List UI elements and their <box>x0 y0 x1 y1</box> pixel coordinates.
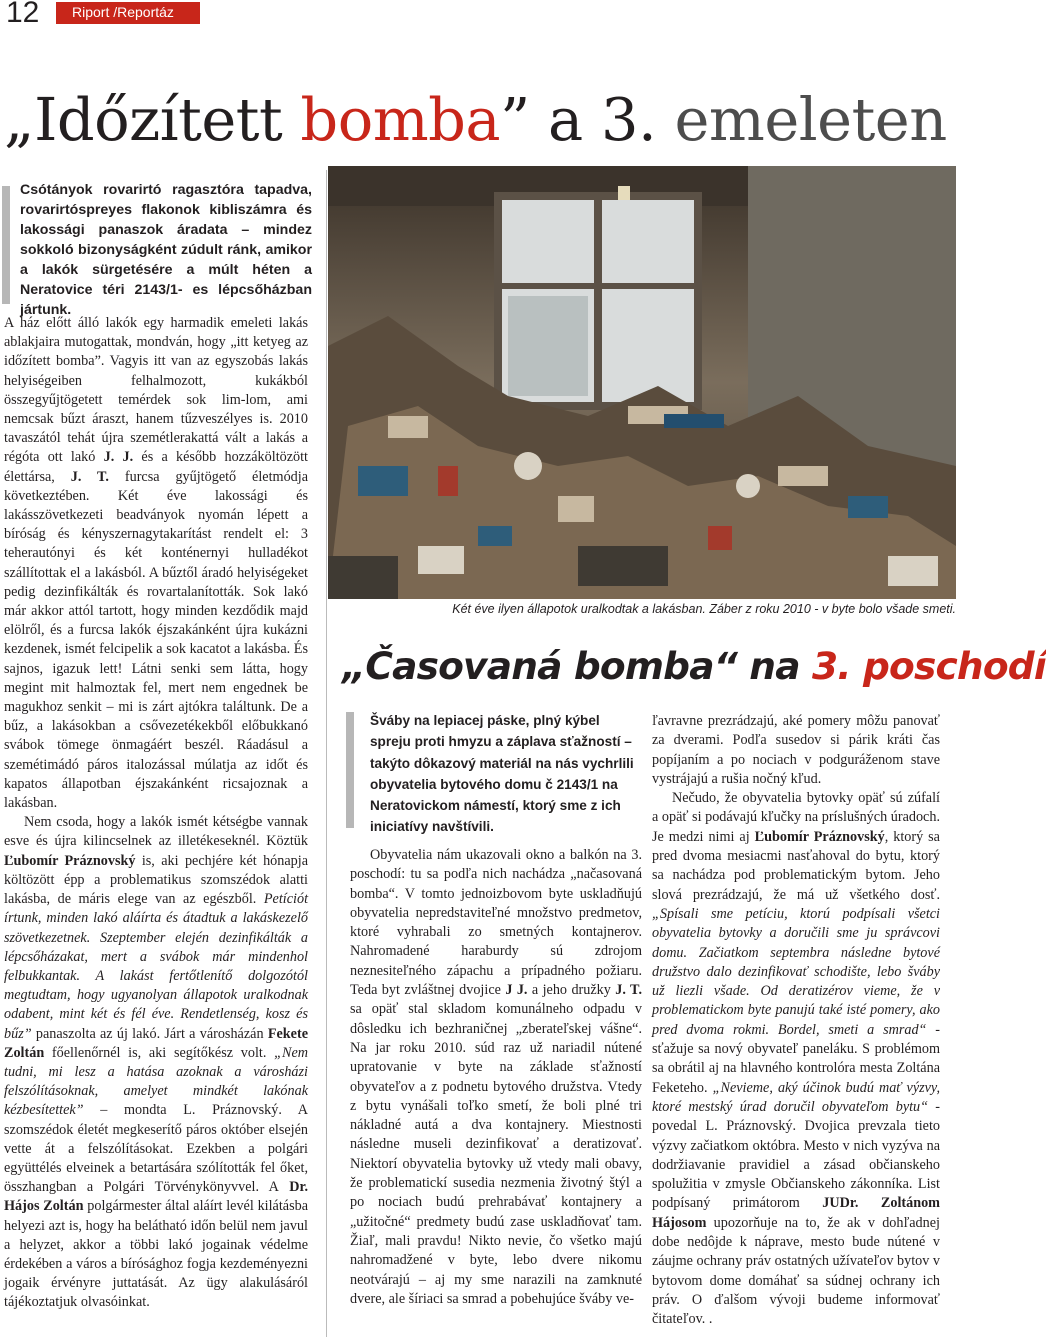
text: Obyvatelia nám ukazovali okno a balkón na 3. poschodí: tu sa podľa nich nachádza „načasovaná bomba“. V tomto jednoizbovom byte uskladňujú obyvatelia nepredstaviteľné množstvo predmetov, ktoré vyhrabali zo smetných kontajnerov. Nahromadené haraburdy sú zdrojom neznesiteľného zápachu a prípadného požiaru. Teda byt zvláštnej dvojice <box>350 847 642 999</box>
text: a jeho družky <box>527 982 611 999</box>
headline-part: emeleten <box>674 85 947 154</box>
person-name: J. T. <box>54 468 109 485</box>
headline-part: „Časovaná bomba“ na <box>342 644 812 688</box>
quote: „Spísali sme petíciu, ktorú podpísali všetci obyvatelia bytovky a doručili sme ju správcovi domu. Začiatkom septembra následne bytové družstvo dalo dezinfikovať schodište, lebo šváby už liezli všade. Od deratizérov vieme, že v problematickom byte panujú také isté pomery, ako pred dvoma rokmi. Bordel, smeti a smrad“ <box>652 905 940 1038</box>
text: főellenőrnél is, aki segítőkész volt. <box>44 1044 267 1061</box>
text: sa opäť stal skladom komunálneho odpadu v dôsledku ich bezhraničnej „zberateľskej vášne“. Na jar roku 2010. súd raz už nariadil nútené upratovanie v byte na základe sťažností obyvateľov a z podnetu bytového družstva. Vtedy z bytu vynášali toľko smetí, že boli plné tri nákladné autá a dva kontajnery. Miestnosti následne museli dezinfikovať a deratizovať. Niektorí obyvatelia bytovky už vtedy mali obavy, že problematickí susedia nezmenia životný štýl a po nociach budú prehrabávať kontajnery a „užitočné“ predmety budú zase uskladňovať tam. Žiaľ, mali pravdu! Nikto nevie, čo všetko majú nahromadžené v byte, lebo dvere nikomu neotvárajú – aj my sme narazili na zamknuté dvere, ale šíriaci sa smrad a pobehujúce šváby ve- <box>350 1001 642 1307</box>
person-name: J. J. <box>95 449 134 466</box>
text: upozorňuje na to, že ak v dohľadnej dobe nedôjde k náprave, mesto bude nútené v záujme ochrany práv ostatných užívateľov bytov v bytovom dome domáhať sa súdnej ochrany ich práv. O ďalšom vývoji budeme informovať čitateľov. . <box>652 1214 940 1328</box>
article-body-slovak-col1 <box>350 846 642 1309</box>
person-name: J J. <box>500 982 528 999</box>
text: panaszolta az új lakó. Járt a városházán <box>31 1025 264 1042</box>
text: – mondta L. Práznovský. A szomszédok életét megkeserítő páros október elsején vette át a felszólításokat. Ezekben a polgári együttélés elveinek a betartására szólították fel őket, összhangban a Polgári Törvénykönyvvel. A <box>4 1102 308 1196</box>
quote: „Nem tudni, mi lesz a hatása azoknak a városházi felszólításoknak, amelyet mindkét lakónak kézbesítettek” <box>4 1044 308 1119</box>
person-name: Ľubomír Práznovský <box>4 852 136 869</box>
text: is, aki pechjére két hónapja költözött épp a problematikus szomszédok alatti lakásba, de máris elege van az egészből. <box>4 852 308 908</box>
person-name: Ľubomír Práznovský <box>749 828 885 845</box>
page-number: 12 <box>6 0 40 29</box>
headline-slovak <box>342 644 1046 688</box>
paragraph <box>652 789 940 1329</box>
lead-hungarian: Csótányok rovarirtó ragasztóra tapadva, rovarirtóspreyes flakonok kibliszámra és lakossági panaszok áradata – mindez sokkoló bizonyságként zúdult ránk, amikor a lakók sürgetésére a múlt héten a Neratovice téri 2143/1- es lépcsőházban jártunk. <box>20 182 312 318</box>
person-name: Dr. Hájos Zoltán <box>4 1179 308 1215</box>
quote: „Nevieme, aký účinok budú mať výzvy, ktoré mestský úrad doručil obyvateľom bytu“ <box>652 1079 940 1115</box>
quote: Petíciót írtunk, minden lakó aláírta és átadtuk a lakáskezelő szövetkezetnek. Szeptember elején dezinfikálták a lépcsőházakat, mert a svábok már mindenhol felbukkantak. A lakást fertőtlenítő dolgozótól megtudtam, hogy ugyanolyan állapotok uralkodnak odabent, mint két és fél éve. Rendetlenség, kosz és bűz” <box>4 891 309 1042</box>
lead-bar <box>2 186 10 304</box>
text: Nem csoda, hogy a lakók ismét kétségbe vannak esve és újra kilincselnek az illetékeseknél. Köztük <box>4 814 308 850</box>
headline-highlight: bomba <box>300 85 501 154</box>
text: polgármester által aláírt levél kilátásba helyezi azt is, hogy ha belátható időn belül nem javul a helyzet, akkor a többi lakó jogainak védelme érdekében a város a bírósághoz fogja kezdeményezni jogaik érvényre juttatását. Az ügy alakulásáról tájékoztatjuk olvasóinkat. <box>4 1198 308 1311</box>
photo-cluttered-room <box>328 166 956 599</box>
text: - sťažuje sa nový obyvateľ paneláku. S problémom sa obrátil aj na hlavného kontrolóra mesta Zoltána Feketeho. <box>652 1021 940 1096</box>
paragraph <box>4 813 308 1312</box>
text: , ktorý sa pred dvoma mesiacmi nasťahoval do bytu, ktorý sa nachádza pod problematickým bytom. Jeho slová prezrádzajú, že má už všetkého dosť. <box>652 828 940 903</box>
text: - povedal L. Práznovský. Dvojica prevzala tieto výzvy začiatkom októbra. Mesto v nich vyzýva na dodržiavanie pravidiel a zásad občianskeho spolužitia v zmysle Občianskeho zákonníka. List podpísaný primátorom <box>652 1098 940 1212</box>
paragraph: ľavravne prezrádzajú, aké pomery môžu panovať za dverami. Podľa susedov si párik kráti čas popíjaním a po nociach v podguráženom stave vystrájajú a rušia nočný kľud. <box>652 713 940 787</box>
article-body-slovak-col2 <box>652 712 940 1330</box>
text: Nečudo, že obyvatelia bytovky opäť sú zúfalí a opäť si podávajú kľučky na príslušných úradoch. Je medzi nimi aj <box>652 790 940 845</box>
headline-part: „Időzített <box>4 85 301 154</box>
paragraph <box>4 314 308 813</box>
headline-part: ” a 3. <box>500 85 675 154</box>
person-name: JUDr. Zoltánom Hájosom <box>652 1195 941 1231</box>
lead-slovak: Šváby na lepiacej páske, plný kýbel spreju proti hmyzu a záplava sťažností – takýto dôkazový materiál na nás vychrlili obyvatelia bytového domu č 2143/1 na Neratovickom námestí, ktorý sme z ich iniciatívy navštívili. <box>370 713 634 835</box>
person-name: Fekete Zoltán <box>4 1025 308 1061</box>
person-name: J. T. <box>610 982 643 999</box>
headline-hungarian <box>4 82 947 158</box>
text: furcsa gyűjtögető életmódja következtében. Két éve lakossági és lakásszövetkezeti beadványok nyomán lépett a bíróság és kényszernagytakarítást rendelt el: 3 teherautónyi és két konténernyi hulladékot szállítottak el a lakásból. A bűztől áradó helyiségeket pedig dezinfikálták és rovartalanították. Sok lakó már akkor attól tartott, hogy minden kezdődik majd elölről, és a furcsa lakók éjszakánként újra kukázni kezdenek, ismét felcipelik a sok kacatot a lakásba. És sajnos, igazuk lett! Látni senki sem látta, hogy megint mit halmoztak fel, mert nem engednek be magukhoz senkit – mi is zárt ajtókra találtunk. De a bűz, a lakásokban a csővezetékekből előbukkanó svábok tömege önmagáért beszél. Ráadásul a szemétimádó páros italozással múlatja az időt és kapatos állapotban éjszakánként ricsajoznak a lakásban. <box>4 468 308 812</box>
photo-caption: Két éve ilyen állapotok uralkodtak a lakásban. Záber z roku 2010 - v byte bolo všade smeti. <box>452 602 956 616</box>
rubric-label: Riport /Reportáz <box>72 4 174 20</box>
article-body-hungarian <box>4 314 308 1313</box>
paragraph <box>350 846 642 1309</box>
column-divider <box>326 170 327 1337</box>
text: A ház előtt álló lakók egy harmadik emeleti lakás ablakjaira mutogattak, mondván, hogy „itt ketyeg az időzített bomba”. Vagyis itt van az egyszobás lakás helyiségeiben felhalmozott, kukákból összegyűjtögetett temérdek sok lim-lom, ami nemcsak bűzt áraszt, hanem tűzveszélyes is. 2010 tavaszától tehát újra szemétlerakattá vált a lakás a régóta ott lakó <box>4 315 308 466</box>
headline-highlight: 3. poschodí <box>811 644 1046 688</box>
text: és a később hozzáköltözött élettársa, <box>4 449 308 485</box>
lead-bar <box>346 712 354 828</box>
